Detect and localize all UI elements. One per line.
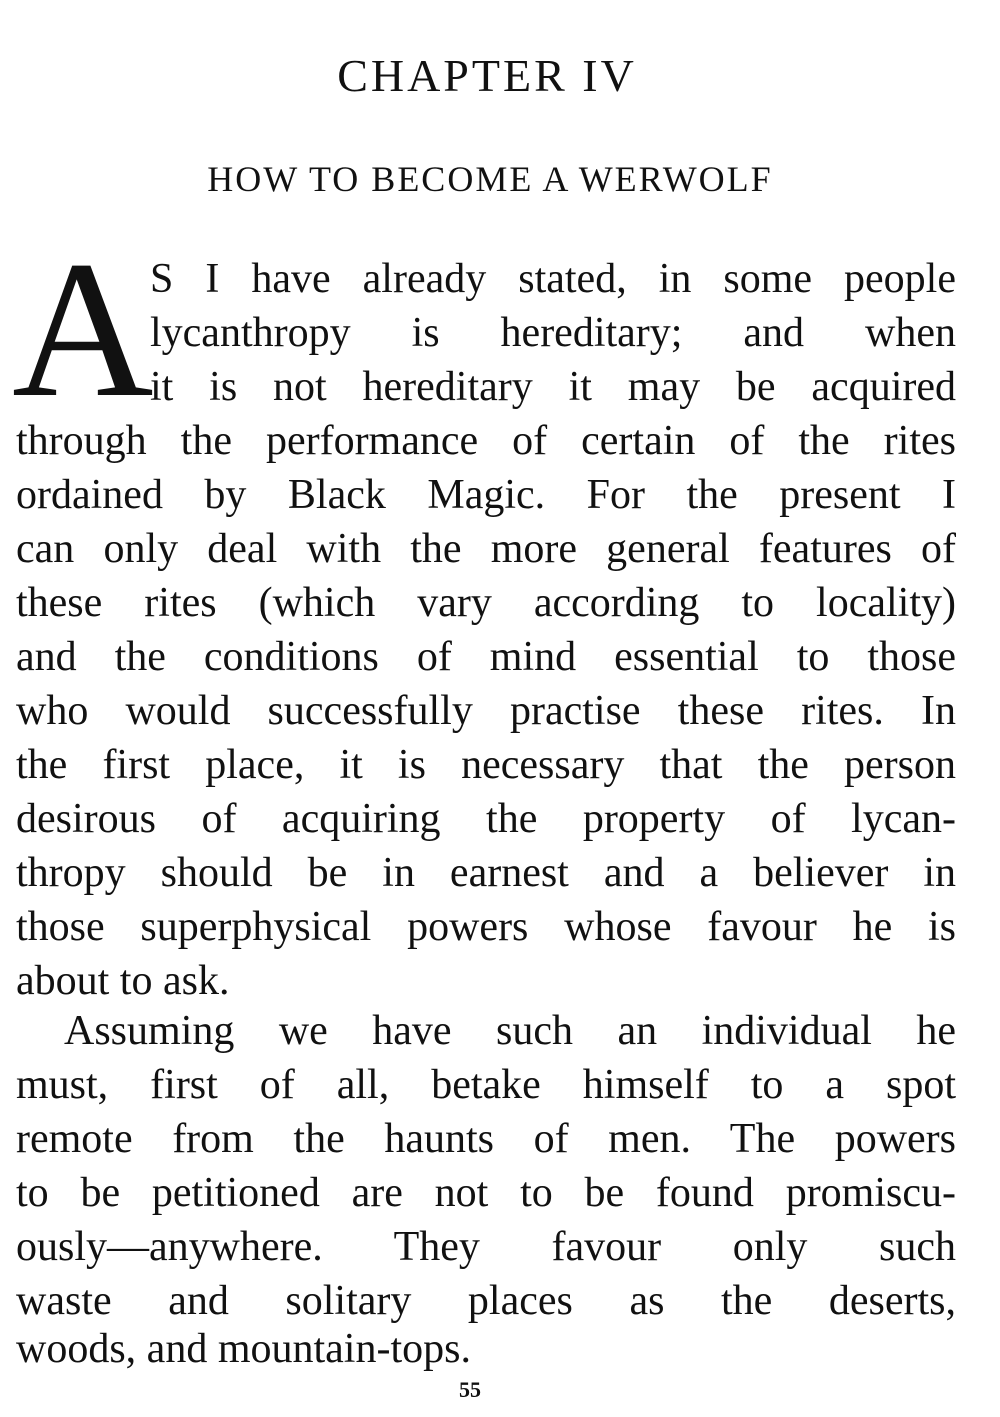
text-line: woods, and mountain-tops. xyxy=(16,1326,471,1372)
text-line: those superphysical powers whose favour he is xyxy=(16,904,956,950)
text-line: the first place, it is necessary that the person xyxy=(16,742,956,788)
text-line: waste and solitary places as the deserts, xyxy=(16,1278,956,1324)
drop-cap: A xyxy=(12,221,154,438)
text-line: must, first of all, betake himself to a spot xyxy=(16,1062,956,1108)
text-line: ously—anywhere. They favour only such xyxy=(16,1224,956,1270)
text-line: S I have already stated, in some people xyxy=(150,256,956,302)
text-line: desirous of acquiring the property of lycan- xyxy=(16,796,956,842)
text-line: it is not hereditary it may be acquired xyxy=(150,364,956,410)
text-line: who would successfully practise these rites. In xyxy=(16,688,956,734)
text-line: through the performance of certain of the rites xyxy=(16,418,956,464)
text-line: thropy should be in earnest and a believer in xyxy=(16,850,956,896)
text-line: and the conditions of mind essential to those xyxy=(16,634,956,680)
text-line: about to ask. xyxy=(16,958,230,1004)
text-line: remote from the haunts of men. The powers xyxy=(16,1116,956,1162)
chapter-heading: CHAPTER IV xyxy=(337,50,637,101)
page-number: 55 xyxy=(459,1377,481,1402)
text-line: these rites (which vary according to locality) xyxy=(16,580,956,626)
text-line: can only deal with the more general features of xyxy=(16,526,956,572)
chapter-title: HOW TO BECOME A WERWOLF xyxy=(207,159,773,199)
text-line: Assuming we have such an individual he xyxy=(64,1008,956,1054)
text-line: to be petitioned are not to be found promiscu- xyxy=(16,1170,956,1216)
text-line: ordained by Black Magic. For the present I xyxy=(16,472,956,518)
text-line: lycanthropy is hereditary; and when xyxy=(150,310,956,356)
